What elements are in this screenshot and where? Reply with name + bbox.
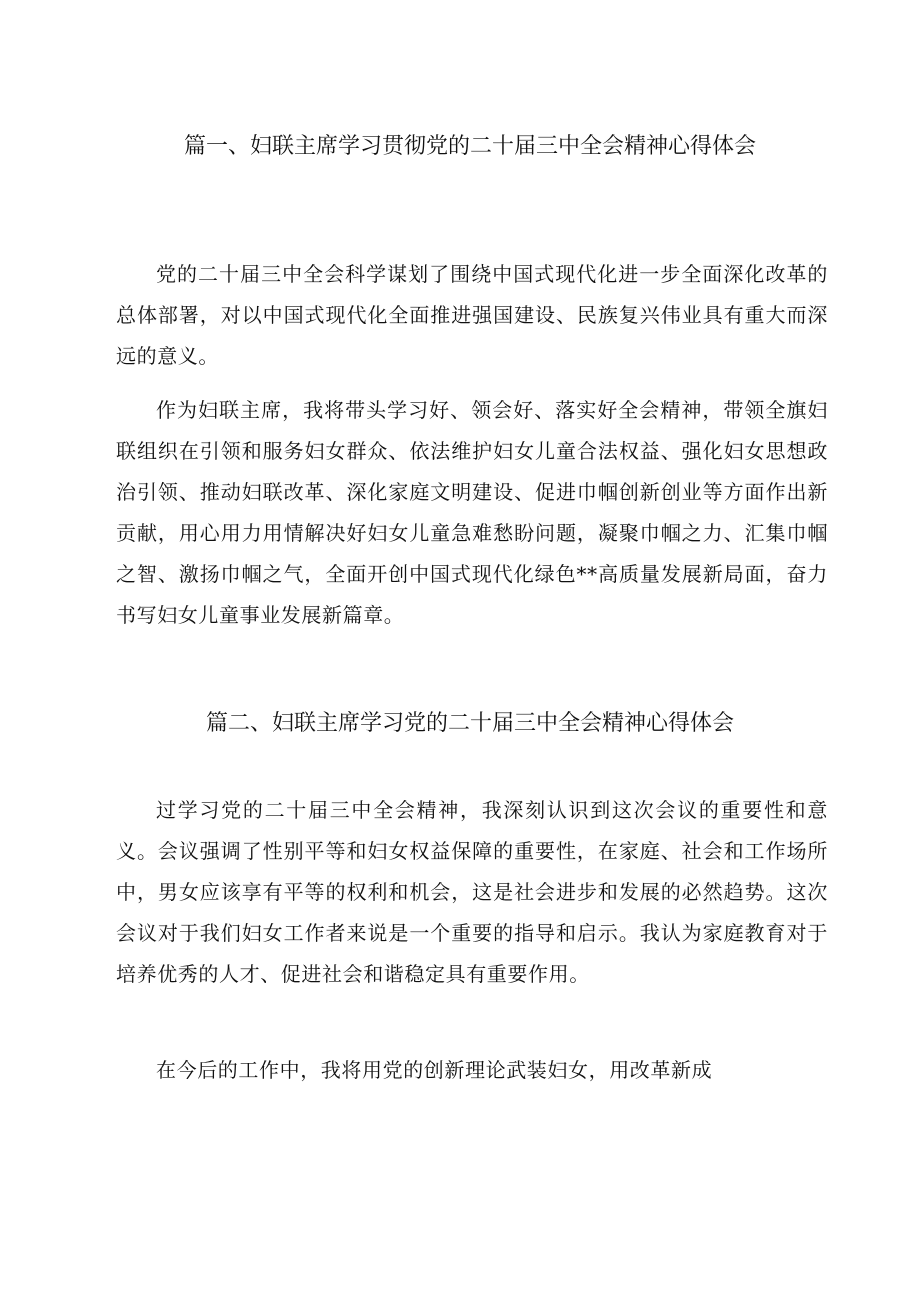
section-2-paragraph-1: 过学习党的二十届三中全会精神，我深刻认识到这次会议的重要性和意义。会议强调了性别平等和妇女权益保障的重要性，在家庭、社会和工作场所中，男女应该享有平等的权利和机会，这是社会进步和发展的必然趋势。这次会议对于我们妇女工作者来说是一个重要的指导和启示。我认为家庭教育对于培养优秀的人才、促进社会和谐稳定具有重要作用。 bbox=[116, 798, 828, 986]
section-1-paragraph-1: 党的二十届三中全会科学谋划了围绕中国式现代化进一步全面深化改革的总体部署，对以中国式现代化全面推进强国建设、民族复兴伟业具有重大而深远的意义。 bbox=[116, 262, 828, 368]
section-1-title: 篇一、妇联主席学习贯彻党的二十届三中全会精神心得体会 bbox=[183, 134, 756, 159]
section-1-paragraph-2: 作为妇联主席，我将带头学习好、领会好、落实好全会精神，带领全旗妇联组织在引领和服务妇女群众、依法维护妇女儿童合法权益、强化妇女思想政治引领、推动妇联改革、深化家庭文明建设、促进巾帼创新创业等方面作出新贡献，用心用力用情解决好妇女儿童急难愁盼问题，凝聚巾帼之力、汇集巾帼之智、激扬巾帼之气，全面开创中国式现代化绿色**高质量发展新局面，奋力书写妇女儿童事业发展新篇章。 bbox=[116, 398, 828, 627]
section-2-paragraph-2: 在今后的工作中，我将用党的创新理论武装妇女，用改革新成 bbox=[156, 1058, 713, 1082]
section-2-title: 篇二、妇联主席学习党的二十届三中全会精神心得体会 bbox=[205, 711, 734, 736]
